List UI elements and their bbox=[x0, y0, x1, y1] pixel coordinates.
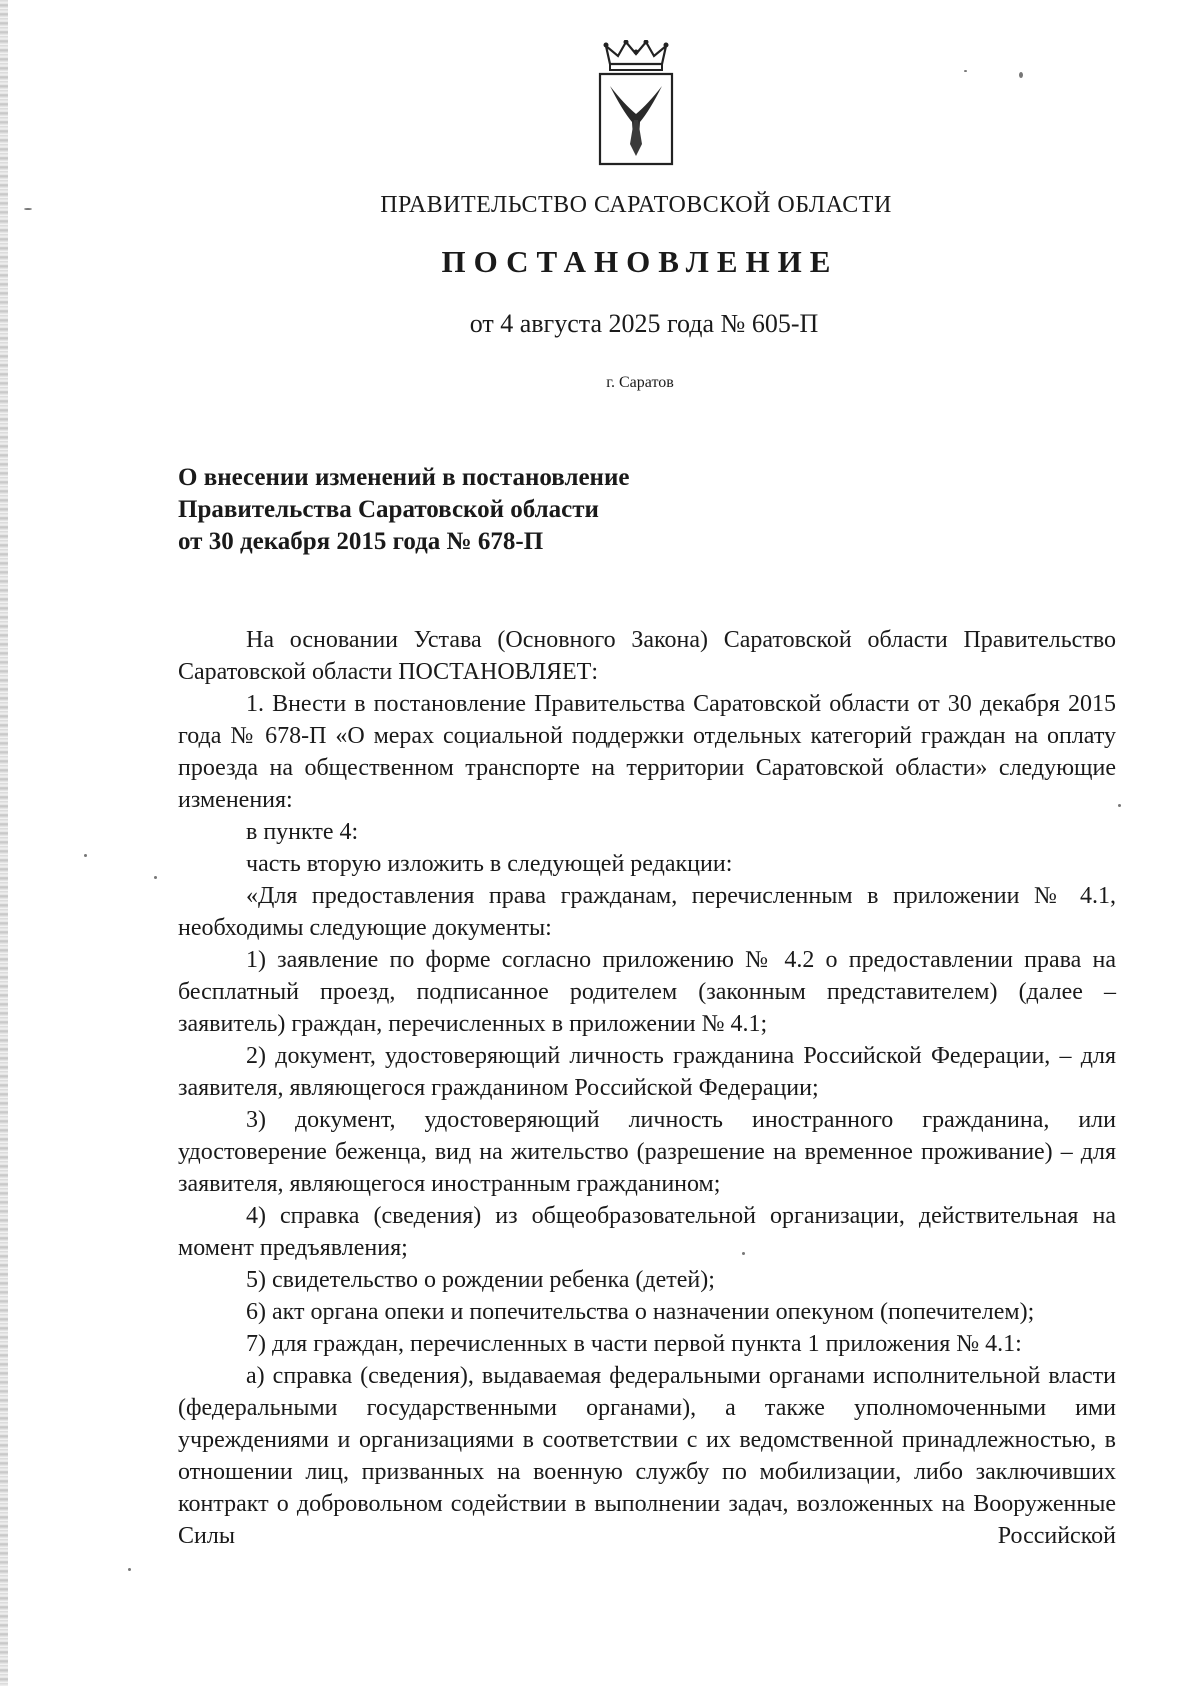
subject-line-3: от 30 декабря 2015 года № 678-П bbox=[178, 528, 544, 555]
scan-speck bbox=[1118, 804, 1121, 807]
government-title: ПРАВИТЕЛЬСТВО САРАТОВСКОЙ ОБЛАСТИ bbox=[380, 192, 892, 218]
scan-speck bbox=[128, 1568, 131, 1571]
body-paragraph-doc-5: 5) свидетельство о рождении ребенка (детей); bbox=[246, 1267, 715, 1293]
subject-line-2: Правительства Саратовской области bbox=[178, 496, 599, 523]
body-paragraph-doc-1: 1) заявление по форме согласно приложению № 4.2 о предоставлении права на бесплатный проезд, подписанное родителем (законным представителем) (далее – заявитель) граждан, перечисленных в приложении № 4.1; bbox=[178, 947, 1116, 1037]
body-paragraph-doc-7a: а) справка (сведения), выдаваемая федеральными органами исполнительной власти (федеральными государственными органами), а также уполномоченными ими учреждениями и организациями в соответствии с их ведомственной принадлежностью, в отношении лиц, призванных на военную службу по мобилизации, либо заключивших контракт о добровольном содействии в выполнении задач, возложенных на Вооруженные Силы Российской bbox=[178, 1363, 1116, 1549]
body-paragraph-doc-2: 2) документ, удостоверяющий личность гражданина Российской Федерации, – для заявителя, являющегося гражданином Российской Федерации; bbox=[178, 1043, 1116, 1101]
body-paragraph-doc-4: 4) справка (сведения) из общеобразовательной организации, действительная на момент предъявления; bbox=[178, 1203, 1116, 1261]
scan-speck bbox=[1019, 72, 1023, 78]
document-subject bbox=[178, 462, 738, 558]
body-paragraph-preamble: На основании Устава (Основного Закона) Саратовской области Правительство Саратовской области ПОСТАНОВЛЯЕТ: bbox=[178, 627, 1116, 685]
scan-speck bbox=[24, 208, 32, 210]
body-paragraph-documents-intro: «Для предоставления права гражданам, перечисленным в приложении № 4.1, необходимы следующие документы: bbox=[178, 883, 1116, 941]
document-city: г. Саратов bbox=[606, 374, 674, 391]
subject-line-1: О внесении изменений в постановление bbox=[178, 464, 630, 491]
scan-speck bbox=[84, 854, 87, 857]
scan-speck bbox=[742, 1252, 745, 1255]
coat-of-arms-icon bbox=[596, 40, 676, 168]
document-body bbox=[178, 624, 1116, 1552]
body-paragraph-part-two: часть вторую изложить в следующей редакции: bbox=[246, 851, 733, 877]
document-date-number: от 4 августа 2025 года № 605-П bbox=[469, 309, 819, 338]
body-paragraph-item-1: 1. Внести в постановление Правительства Саратовской области от 30 декабря 2015 года № 678-П «О мерах социальной поддержки отдельных категорий граждан на оплату проезда на общественном транспорте на территории Саратовской области» следующие изменения: bbox=[178, 691, 1116, 813]
body-paragraph-doc-6: 6) акт органа опеки и попечительства о назначении опекуном (попечителем); bbox=[246, 1299, 1035, 1325]
body-paragraph-doc-3: 3) документ, удостоверяющий личность иностранного гражданина, или удостоверение беженца, вид на жительство (разрешение на временное проживание) – для заявителя, являющегося иностранным гражданином; bbox=[178, 1107, 1116, 1197]
body-paragraph-doc-7: 7) для граждан, перечисленных в части первой пункта 1 приложения № 4.1: bbox=[246, 1331, 1022, 1357]
scan-speck bbox=[964, 70, 967, 72]
body-paragraph-point-4: в пункте 4: bbox=[246, 819, 359, 845]
scan-speck bbox=[154, 876, 157, 879]
document-type-title: ПОСТАНОВЛЕНИЕ bbox=[441, 244, 839, 279]
